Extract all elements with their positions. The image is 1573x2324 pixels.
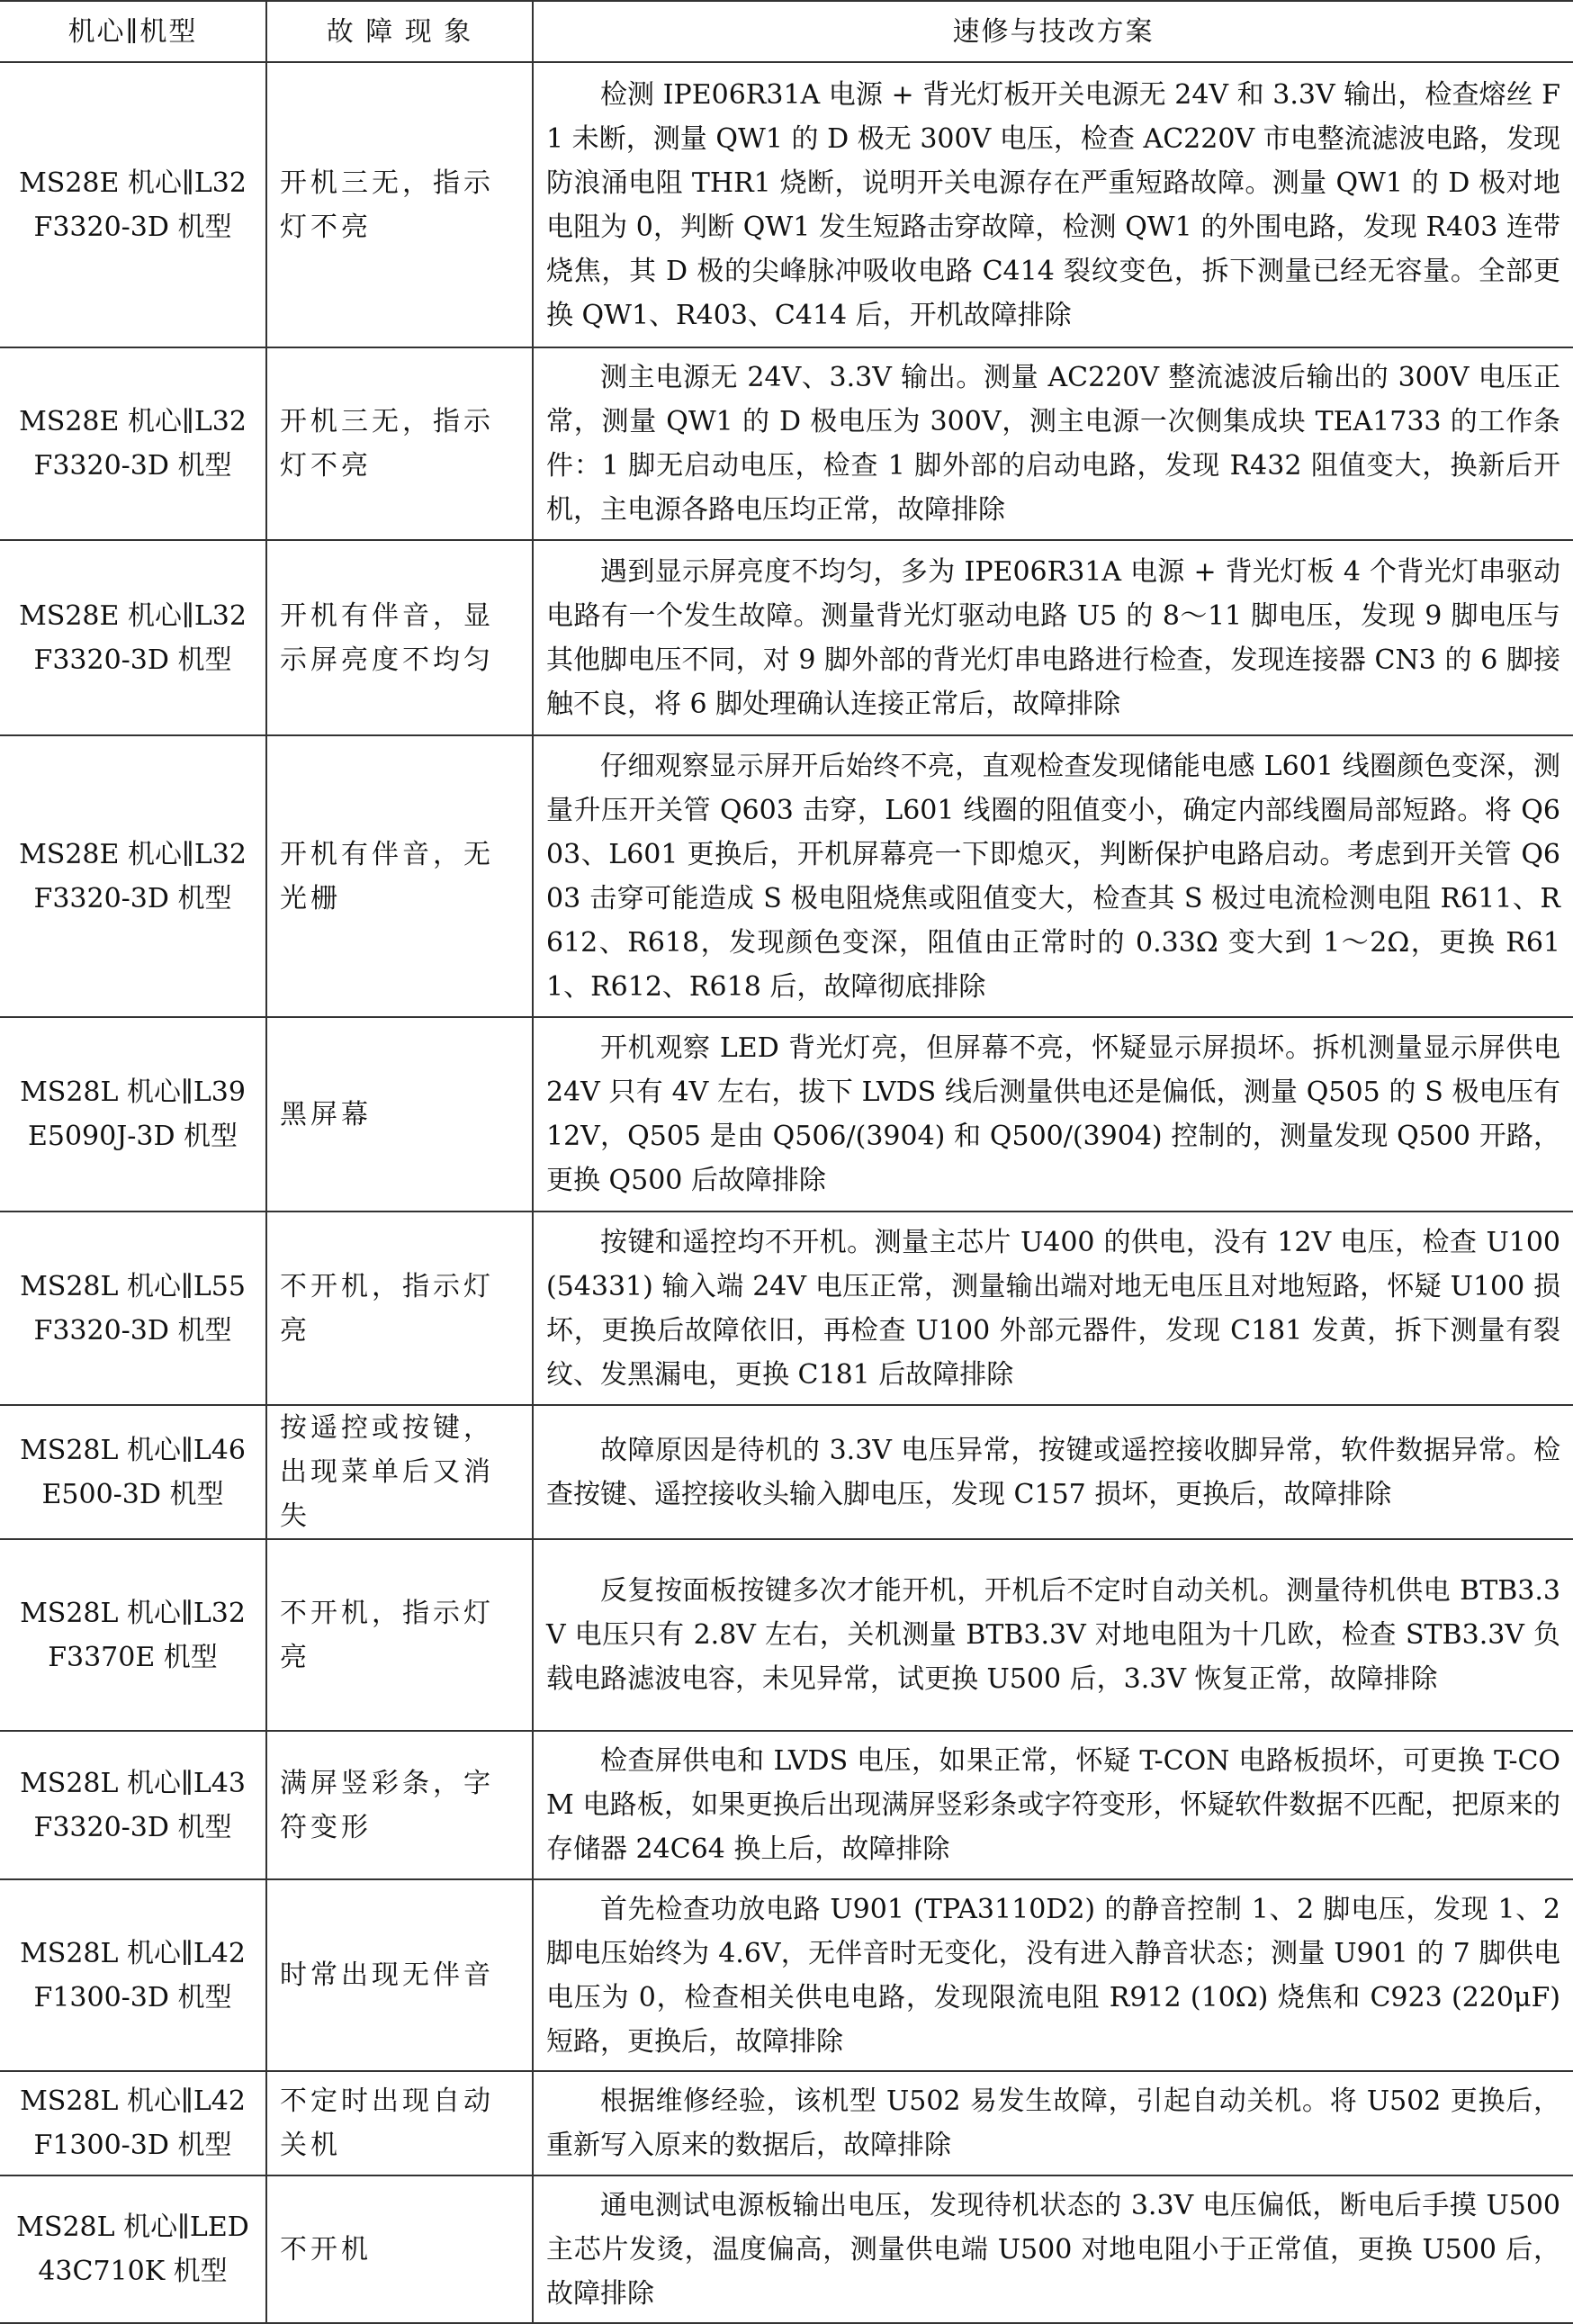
table-row [0, 540, 1573, 735]
fault-cell: 按遥控或按键，出现菜单后又消失 [266, 1405, 533, 1539]
model-cell: MS28E 机心∥L32F3320-3D 机型 [0, 347, 266, 540]
fault-cell: 开机有伴音，显示屏亮度不均匀 [266, 540, 533, 735]
fault-cell: 开机有伴音，无光栅 [266, 735, 533, 1017]
model-cell: MS28L 机心∥L39E5090J-3D 机型 [0, 1017, 266, 1212]
solution-cell: 通电测试电源板输出电压，发现待机状态的 3.3V 电压偏低，断电后手摸 U500 主芯片发烫，温度偏高，测量供电端 U500 对地电阻小于正常值，更换 U500 后，故障排除 [533, 2175, 1573, 2323]
model-cell: MS28L 机心∥L42F1300-3D 机型 [0, 1879, 266, 2071]
model-cell: MS28E 机心∥L32F3320-3D 机型 [0, 735, 266, 1017]
solution-cell: 测主电源无 24V、3.3V 输出。测量 AC220V 整流滤波后输出的 300V 电压正常，测量 QW1 的 D 极电压为 300V，测主电源一次侧集成块 TEA1733 的工作条件：1 脚无启动电压，检查 1 脚外部的启动电路，发现 R432 阻值变大，换新后开机，主电源各路电压均正常，故障排除 [533, 347, 1573, 540]
table-row [0, 347, 1573, 540]
header-model: 机心∥机型 [0, 1, 266, 62]
fault-cell: 黑屏幕 [266, 1017, 533, 1212]
table-row [0, 1731, 1573, 1879]
solution-cell: 开机观察 LED 背光灯亮，但屏幕不亮，怀疑显示屏损坏。拆机测量显示屏供电 24V 只有 4V 左右，拔下 LVDS 线后测量供电还是偏低，测量 Q505 的 S 极电压有 12V，Q505 是由 Q506/(3904) 和 Q500/(3904) 控制的，测量发现 Q500 开路，更换 Q500 后故障排除 [533, 1017, 1573, 1212]
fault-cell: 时常出现无伴音 [266, 1879, 533, 2071]
table-row [0, 62, 1573, 347]
solution-cell: 遇到显示屏亮度不均匀，多为 IPE06R31A 电源 + 背光灯板 4 个背光灯串驱动电路有一个发生故障。测量背光灯驱动电路 U5 的 8～11 脚电压，发现 9 脚电压与其他脚电压不同，对 9 脚外部的背光灯串电路进行检查，发现连接器 CN3 的 6 脚接触不良，将 6 脚处理确认连接正常后，故障排除 [533, 540, 1573, 735]
model-cell: MS28E 机心∥L32F3320-3D 机型 [0, 540, 266, 735]
table-row [0, 735, 1573, 1017]
fault-cell: 不开机，指示灯亮 [266, 1539, 533, 1731]
model-cell: MS28L 机心∥L46E500-3D 机型 [0, 1405, 266, 1539]
model-cell: MS28L 机心∥L32F3370E 机型 [0, 1539, 266, 1731]
table-row [0, 1539, 1573, 1731]
model-cell: MS28E 机心∥L32F3320-3D 机型 [0, 62, 266, 347]
solution-cell: 首先检查功放电路 U901 (TPA3110D2) 的静音控制 1、2 脚电压，发现 1、2 脚电压始终为 4.6V，无伴音时无变化，没有进入静音状态；测量 U901 的 7 脚供电电压为 0，检查相关供电电路，发现限流电阻 R912 (10Ω) 烧焦和 C923 (220μF) 短路，更换后，故障排除 [533, 1879, 1573, 2071]
solution-cell: 按键和遥控均不开机。测量主芯片 U400 的供电，没有 12V 电压，检查 U100 (54331) 输入端 24V 电压正常，测量输出端对地无电压且对地短路，怀疑 U100 损坏，更换后故障依旧，再检查 U100 外部元器件，发现 C181 发黄，拆下测量有裂纹、发黑漏电，更换 C181 后故障排除 [533, 1212, 1573, 1405]
solution-cell: 仔细观察显示屏开后始终不亮，直观检查发现储能电感 L601 线圈颜色变深，测量升压开关管 Q603 击穿，L601 线圈的阻值变小，确定内部线圈局部短路。将 Q603、L601 更换后，开机屏幕亮一下即熄灭，判断保护电路启动。考虑到开关管 Q603 击穿可能造成 S 极电阻烧焦或阻值变大，检查其 S 极过电流检测电阻 R611、R612、R618，发现颜色变深，阻值由正常时的 0.33Ω 变大到 1～2Ω，更换 R611、R612、R618 后，故障彻底排除 [533, 735, 1573, 1017]
model-cell: MS28L 机心∥L55F3320-3D 机型 [0, 1212, 266, 1405]
model-cell: MS28L 机心∥L43F3320-3D 机型 [0, 1731, 266, 1879]
header-solution: 速修与技改方案 [533, 1, 1573, 62]
model-cell: MS28L 机心∥LED43C710K 机型 [0, 2175, 266, 2323]
solution-cell: 检查屏供电和 LVDS 电压，如果正常，怀疑 T-CON 电路板损坏，可更换 T-COM 电路板，如果更换后出现满屏竖彩条或字符变形，怀疑软件数据不匹配，把原来的存储器 24C64 换上后，故障排除 [533, 1731, 1573, 1879]
table-row [0, 1879, 1573, 2071]
solution-cell: 故障原因是待机的 3.3V 电压异常，按键或遥控接收脚异常，软件数据异常。检查按键、遥控接收头输入脚电压，发现 C157 损坏，更换后，故障排除 [533, 1405, 1573, 1539]
fault-cell: 开机三无，指示灯不亮 [266, 347, 533, 540]
solution-cell: 检测 IPE06R31A 电源 + 背光灯板开关电源无 24V 和 3.3V 输出，检查熔丝 F1 未断，测量 QW1 的 D 极无 300V 电压，检查 AC220V 市电整流滤波电路，发现防浪涌电阻 THR1 烧断，说明开关电源存在严重短路故障。测量 QW1 的 D 极对地电阻为 0，判断 QW1 发生短路击穿故障，检测 QW1 的外围电路，发现 R403 连带烧焦，其 D 极的尖峰脉冲吸收电路 C414 裂纹变色，拆下测量已经无容量。全部更换 QW1、R403、C414 后，开机故障排除 [533, 62, 1573, 347]
model-cell: MS28L 机心∥L42F1300-3D 机型 [0, 2071, 266, 2175]
fault-cell: 不开机 [266, 2175, 533, 2323]
table-row [0, 2175, 1573, 2323]
solution-cell: 反复按面板按键多次才能开机，开机后不定时自动关机。测量待机供电 BTB3.3V 电压只有 2.8V 左右，关机测量 BTB3.3V 对地电阻为十几欧，检查 STB3.3V 负载电路滤波电容，未见异常，试更换 U500 后，3.3V 恢复正常，故障排除 [533, 1539, 1573, 1731]
fault-cell: 不开机，指示灯亮 [266, 1212, 533, 1405]
table-row [0, 2071, 1573, 2175]
table-row [0, 1405, 1573, 1539]
fault-cell: 满屏竖彩条，字符变形 [266, 1731, 533, 1879]
table-row [0, 1017, 1573, 1212]
fault-cell: 开机三无，指示灯不亮 [266, 62, 533, 347]
fault-cell: 不定时出现自动关机 [266, 2071, 533, 2175]
header-row [0, 1, 1573, 62]
table-row [0, 1212, 1573, 1405]
solution-cell: 根据维修经验，该机型 U502 易发生故障，引起自动关机。将 U502 更换后，重新写入原来的数据后，故障排除 [533, 2071, 1573, 2175]
header-fault: 故 障 现 象 [266, 1, 533, 62]
